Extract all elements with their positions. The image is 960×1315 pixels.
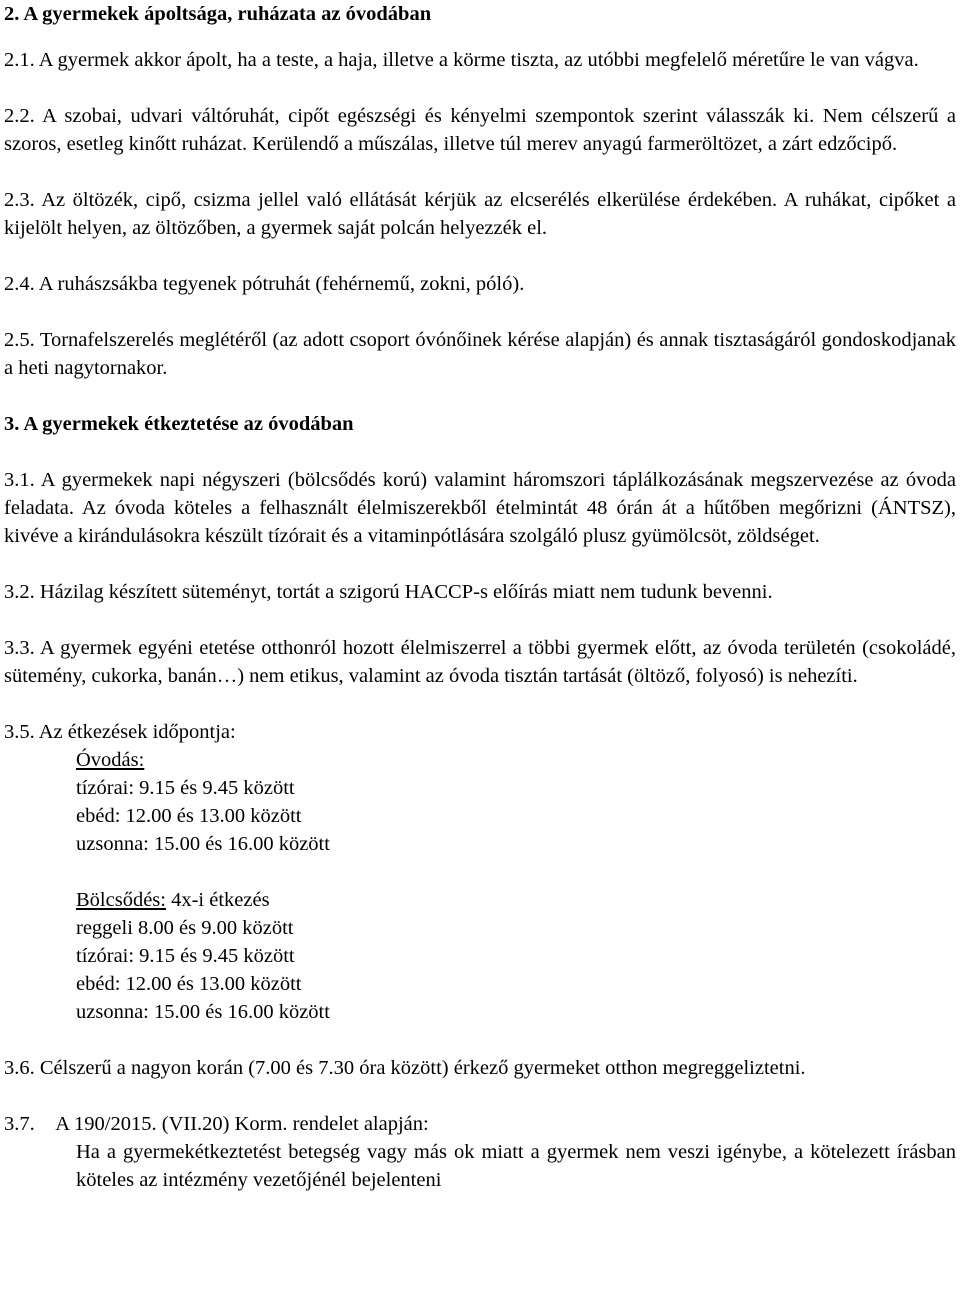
nursery-schedule bbox=[76, 886, 956, 1026]
paragraph-2-2 bbox=[4, 102, 956, 158]
paragraph-2-4-number: 2.4. bbox=[4, 273, 35, 295]
nursery-time-2: tízórai: 9.15 és 9.45 között bbox=[76, 945, 295, 967]
paragraph-2-3-text: Az öltözék, cipő, csizma jellel való ellátását kérjük az elcserélés elkerülése érdekében. A ruhákat, cipőket a kijelölt helyen, az öltözőben, a gyermek saját polcán helyezzék el. bbox=[4, 189, 956, 239]
nursery-time-3: ebéd: 12.00 és 13.00 között bbox=[76, 973, 302, 995]
paragraph-3-1-number: 3.1. bbox=[4, 469, 35, 491]
paragraph-2-2-number: 2.2. bbox=[4, 105, 35, 127]
paragraph-2-5 bbox=[4, 326, 956, 382]
paragraph-2-1-number: 2.1. bbox=[4, 49, 35, 71]
paragraph-3-5-number: 3.5. bbox=[4, 721, 35, 743]
paragraph-2-1-text: A gyermek akkor ápolt, ha a teste, a haja, illetve a körme tiszta, az utóbbi megfelelő méretűre le van vágva. bbox=[38, 49, 919, 71]
paragraph-3-3-text: A gyermek egyéni etetése otthonról hozott élelmiszerrel a többi gyermek előtt, az óvoda területén (csokoládé, sütemény, cukorka, banán…) nem etikus, valamint az óvoda tisztán tartását (öltöző, folyosó) is nehezíti. bbox=[4, 637, 956, 687]
paragraph-3-2-text: Házilag készített süteményt, tortát a szigorú HACCP-s előírás miatt nem tudunk bevenni. bbox=[39, 581, 773, 603]
paragraph-3-1-text: A gyermekek napi négyszeri (bölcsődés korú) valamint háromszori táplálkozásának megszervezése az óvoda feladata. Az óvoda köteles a felhasznált élelmiszerekből ételmintát 48 órán át a hűtőben megőrizni (ÁNTSZ), kivéve a kirándulásokra készült tízórait és a vitaminpótlására szolgáló plusz gyümölcsöt, zöldséget. bbox=[4, 469, 956, 547]
paragraph-2-5-number: 2.5. bbox=[4, 329, 35, 351]
section-2-heading: 2. A gyermekek ápoltsága, ruházata az óvodában bbox=[4, 3, 432, 25]
kindergarten-time-3: uzsonna: 15.00 és 16.00 között bbox=[76, 833, 330, 855]
paragraph-3-1 bbox=[4, 466, 956, 550]
paragraph-2-2-text: A szobai, udvari váltóruhát, cipőt egészségi és kényelmi szempontok szerint válasszák ki. Nem célszerű a szoros, esetleg kinőtt ruházat. Kerülendő a műszálas, illetve túl merev anyagú farmeröltözet, a zárt edzőcipő. bbox=[4, 105, 956, 155]
paragraph-2-3-number: 2.3. bbox=[4, 189, 35, 211]
paragraph-2-5-text: Tornafelszerelés meglétéről (az adott csoport óvónőinek kérése alapján) és annak tisztaságáról gondoskodjanak a heti nagytornakor. bbox=[4, 329, 956, 379]
paragraph-3-2 bbox=[4, 578, 956, 606]
paragraph-2-4 bbox=[4, 270, 956, 298]
paragraph-3-7-title-line bbox=[4, 1110, 956, 1138]
paragraph-3-7-title: A 190/2015. (VII.20) Korm. rendelet alapján: bbox=[55, 1113, 429, 1135]
nursery-heading-line bbox=[76, 886, 956, 914]
paragraph-3-7-number: 3.7. bbox=[4, 1113, 35, 1135]
paragraph-2-1 bbox=[4, 46, 956, 74]
meal-times-block bbox=[4, 718, 956, 1026]
paragraph-3-6-text: Célszerű a nagyon korán (7.00 és 7.30 óra között) érkező gyermeket otthon megreggeliztetni. bbox=[39, 1057, 806, 1079]
nursery-suffix: 4x-i étkezés bbox=[165, 889, 270, 911]
paragraph-3-3 bbox=[4, 634, 956, 690]
kindergarten-schedule bbox=[76, 746, 956, 858]
nursery-time-4: uzsonna: 15.00 és 16.00 között bbox=[76, 1001, 330, 1023]
paragraph-3-6-number: 3.6. bbox=[4, 1057, 35, 1079]
kindergarten-time-1: tízórai: 9.15 és 9.45 között bbox=[76, 777, 295, 799]
nursery-time-1: reggeli 8.00 és 9.00 között bbox=[76, 917, 294, 939]
meal-times-title-line bbox=[4, 718, 956, 746]
paragraph-2-3 bbox=[4, 186, 956, 242]
paragraph-3-2-number: 3.2. bbox=[4, 581, 35, 603]
paragraph-3-3-number: 3.3. bbox=[4, 637, 35, 659]
section-3-heading: 3. A gyermekek étkeztetése az óvodában bbox=[4, 413, 354, 435]
paragraph-2-4-text: A ruhászsákba tegyenek pótruhát (fehérnemű, zokni, póló). bbox=[38, 273, 525, 295]
kindergarten-label: Óvodás: bbox=[76, 749, 145, 771]
kindergarten-time-2: ebéd: 12.00 és 13.00 között bbox=[76, 805, 302, 827]
paragraph-3-7-text: Ha a gyermekétkeztetést betegség vagy más ok miatt a gyermek nem veszi igénybe, a kötelezett írásban köteles az intézmény vezetőjénél bejelenteni bbox=[76, 1141, 956, 1191]
meal-times-title: Az étkezések időpontja: bbox=[38, 721, 236, 743]
paragraph-3-6 bbox=[4, 1054, 956, 1082]
nursery-label: Bölcsődés: bbox=[76, 889, 166, 911]
paragraph-3-7 bbox=[4, 1110, 956, 1194]
